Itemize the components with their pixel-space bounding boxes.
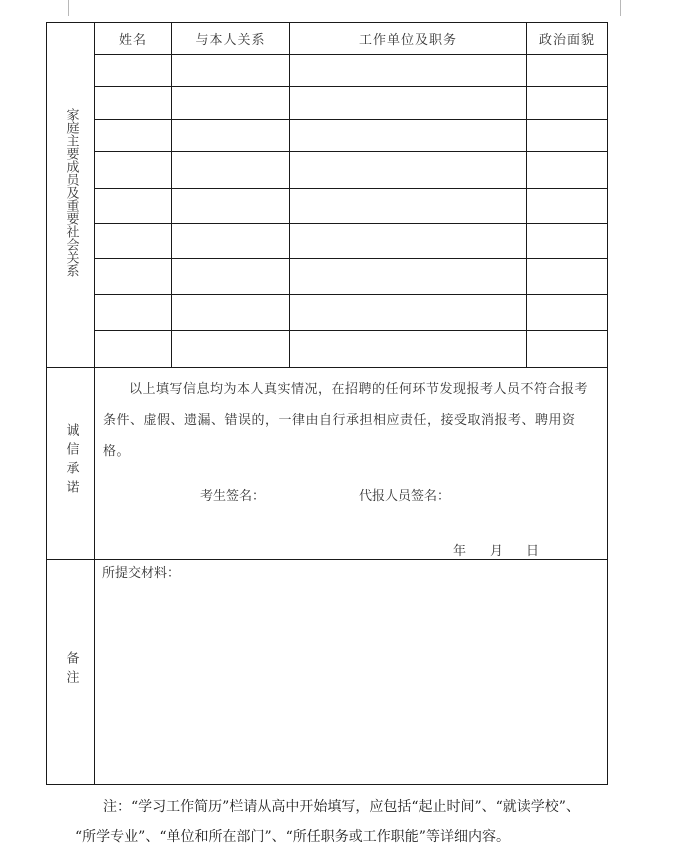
political-status-cell[interactable] xyxy=(527,55,608,87)
family-row xyxy=(47,295,608,331)
workplace-cell[interactable] xyxy=(290,87,527,120)
family-row xyxy=(47,55,608,87)
relationship-cell[interactable] xyxy=(172,189,290,224)
pledge-statement: 以上填写信息均为本人真实情况，在招聘的任何环节发现报考人员不符合报考条件、虚假、遗漏、错误的，一律由自行承担相应责任，接受取消报考、聘用资格。 xyxy=(103,382,589,459)
relationship-cell[interactable] xyxy=(172,259,290,295)
date-day-label: 日 xyxy=(526,544,540,559)
workplace-cell[interactable] xyxy=(290,189,527,224)
footnote-line-1: 注：“学习工作简历”栏请从高中开始填写，应包括“起止时间”、“就读学校”、 xyxy=(103,799,580,815)
political-status-cell[interactable] xyxy=(527,259,608,295)
workplace-cell[interactable] xyxy=(290,152,527,189)
name-cell[interactable] xyxy=(95,331,172,368)
workplace-cell[interactable] xyxy=(290,224,527,259)
crop-mark-left xyxy=(68,0,69,16)
family-section-label: 家庭主要成员及重要社会关系 xyxy=(47,23,95,368)
family-row xyxy=(47,331,608,368)
name-cell[interactable] xyxy=(95,295,172,331)
header-name: 姓名 xyxy=(95,23,172,55)
date-row xyxy=(95,540,607,558)
submitted-materials-label: 所提交材料： xyxy=(102,566,181,581)
relationship-cell[interactable] xyxy=(172,295,290,331)
relationship-cell[interactable] xyxy=(172,120,290,152)
header-political-status: 政治面貌 xyxy=(527,23,608,55)
date-year-label: 年 xyxy=(453,544,467,559)
family-members-section xyxy=(47,23,608,368)
relationship-cell[interactable] xyxy=(172,55,290,87)
family-row xyxy=(47,87,608,120)
footnote xyxy=(75,792,635,852)
name-cell[interactable] xyxy=(95,189,172,224)
signature-row xyxy=(95,485,607,503)
integrity-pledge-section xyxy=(47,368,608,560)
political-status-cell[interactable] xyxy=(527,189,608,224)
relationship-cell[interactable] xyxy=(172,331,290,368)
pledge-section-label: 诚信承诺 xyxy=(47,368,95,560)
name-cell[interactable] xyxy=(95,152,172,189)
workplace-cell[interactable] xyxy=(290,331,527,368)
political-status-cell[interactable] xyxy=(527,295,608,331)
family-row xyxy=(47,224,608,259)
political-status-cell[interactable] xyxy=(527,152,608,189)
registration-form-table xyxy=(46,22,608,785)
crop-mark-right xyxy=(620,0,621,16)
date-month-label: 月 xyxy=(490,544,504,559)
relationship-cell[interactable] xyxy=(172,152,290,189)
remarks-section-label: 备注 xyxy=(47,560,95,785)
family-header-row xyxy=(47,23,608,55)
political-status-cell[interactable] xyxy=(527,87,608,120)
family-row xyxy=(47,152,608,189)
relationship-cell[interactable] xyxy=(172,224,290,259)
remarks-cell[interactable] xyxy=(95,560,608,785)
relationship-cell[interactable] xyxy=(172,87,290,120)
family-row xyxy=(47,120,608,152)
workplace-cell[interactable] xyxy=(290,120,527,152)
political-status-cell[interactable] xyxy=(527,331,608,368)
name-cell[interactable] xyxy=(95,120,172,152)
remarks-section xyxy=(47,560,608,785)
political-status-cell[interactable] xyxy=(527,120,608,152)
family-row xyxy=(47,189,608,224)
footnote-line-2: “所学专业”、“单位和所在部门”、“所任职务或工作职能”等详细内容。 xyxy=(75,829,510,845)
header-relationship: 与本人关系 xyxy=(172,23,290,55)
candidate-signature-label[interactable]: 考生签名： xyxy=(200,489,266,504)
political-status-cell[interactable] xyxy=(527,224,608,259)
name-cell[interactable] xyxy=(95,87,172,120)
pledge-cell xyxy=(95,368,608,560)
workplace-cell[interactable] xyxy=(290,259,527,295)
agent-signature-label[interactable]: 代报人员签名： xyxy=(359,489,451,504)
header-workplace-position: 工作单位及职务 xyxy=(290,23,527,55)
family-row xyxy=(47,259,608,295)
name-cell[interactable] xyxy=(95,259,172,295)
name-cell[interactable] xyxy=(95,55,172,87)
workplace-cell[interactable] xyxy=(290,295,527,331)
name-cell[interactable] xyxy=(95,224,172,259)
workplace-cell[interactable] xyxy=(290,55,527,87)
